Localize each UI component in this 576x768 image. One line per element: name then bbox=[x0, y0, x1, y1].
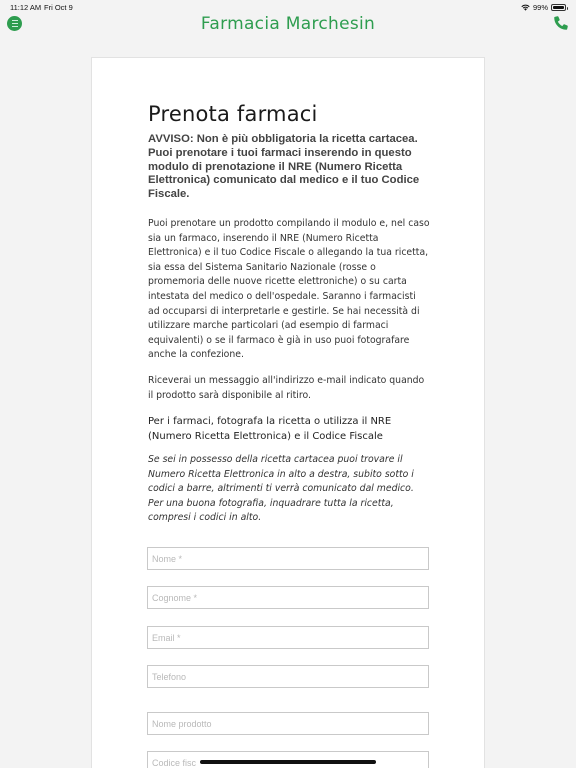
prescription-subheading: Per i farmaci, fotografa la ricetta o utilizza il NRE (Numero Ricetta Elettronica) e il Codice Fiscale bbox=[148, 416, 392, 443]
email-note-text: Riceverai un messaggio all'indirizzo e-mail indicato quando il prodotto sarà disponibile al ritiro. bbox=[148, 374, 425, 401]
app-header bbox=[0, 12, 576, 38]
intro-text: Puoi prenotare un prodotto compilando il modulo e, nel caso sia un farmaco, inserendo il NRE (Numero Ricetta Elettronica) e il tuo Codice Fiscale o allegando la tua ricetta, sia essa del Sistema Sanitario Nazionale (rosse o promemoria delle nuove ricette elettroniche) o su carta intestata del medico o dell'ospedale. Saranno i farmacisti ad occuparsi di interpretarle e gestirle. Se hai necessità di utilizzare marche particolari (ad esempio di farmaci equivalenti) o se il farmaco è già in uso puoi fotografare anche la confezione. bbox=[148, 217, 430, 361]
app-title: Farmacia Marchesin bbox=[200, 14, 376, 34]
page-title: Prenota farmaci bbox=[148, 102, 318, 126]
booking-content bbox=[148, 100, 430, 526]
battery-icon bbox=[551, 4, 566, 11]
email-field[interactable] bbox=[147, 626, 429, 649]
status-time: 11:12 AM bbox=[10, 3, 42, 12]
home-indicator[interactable] bbox=[200, 760, 376, 764]
phone-icon[interactable] bbox=[552, 14, 570, 32]
status-date: Fri Oct 9 bbox=[44, 3, 73, 12]
status-right bbox=[521, 3, 566, 12]
notice-text: AVVISO: Non è più obbligatoria la ricetta cartacea. Puoi prenotare i tuoi farmaci inserendo in questo modulo di prenotazione il NRE (Numero Ricetta Elettronica) comunicato dal medico e il tuo Codice Fiscale. bbox=[148, 133, 420, 201]
prescription-hint: Se sei in possesso della ricetta cartacea puoi trovare il Numero Ricetta Elettronica in alto a destra, subito sotto i codici a barre, altrimenti ti verrà comunicato dal medico. Per una buona fotografia, inquadrare tutta la ricetta, compresi i codici in alto. bbox=[148, 454, 414, 524]
cognome-field[interactable] bbox=[147, 586, 429, 609]
nome-field[interactable] bbox=[147, 547, 429, 570]
wifi-icon bbox=[521, 4, 530, 11]
battery-percent: 99% bbox=[532, 3, 548, 12]
telefono-field[interactable] bbox=[147, 665, 429, 688]
product-name-field[interactable] bbox=[147, 712, 429, 735]
